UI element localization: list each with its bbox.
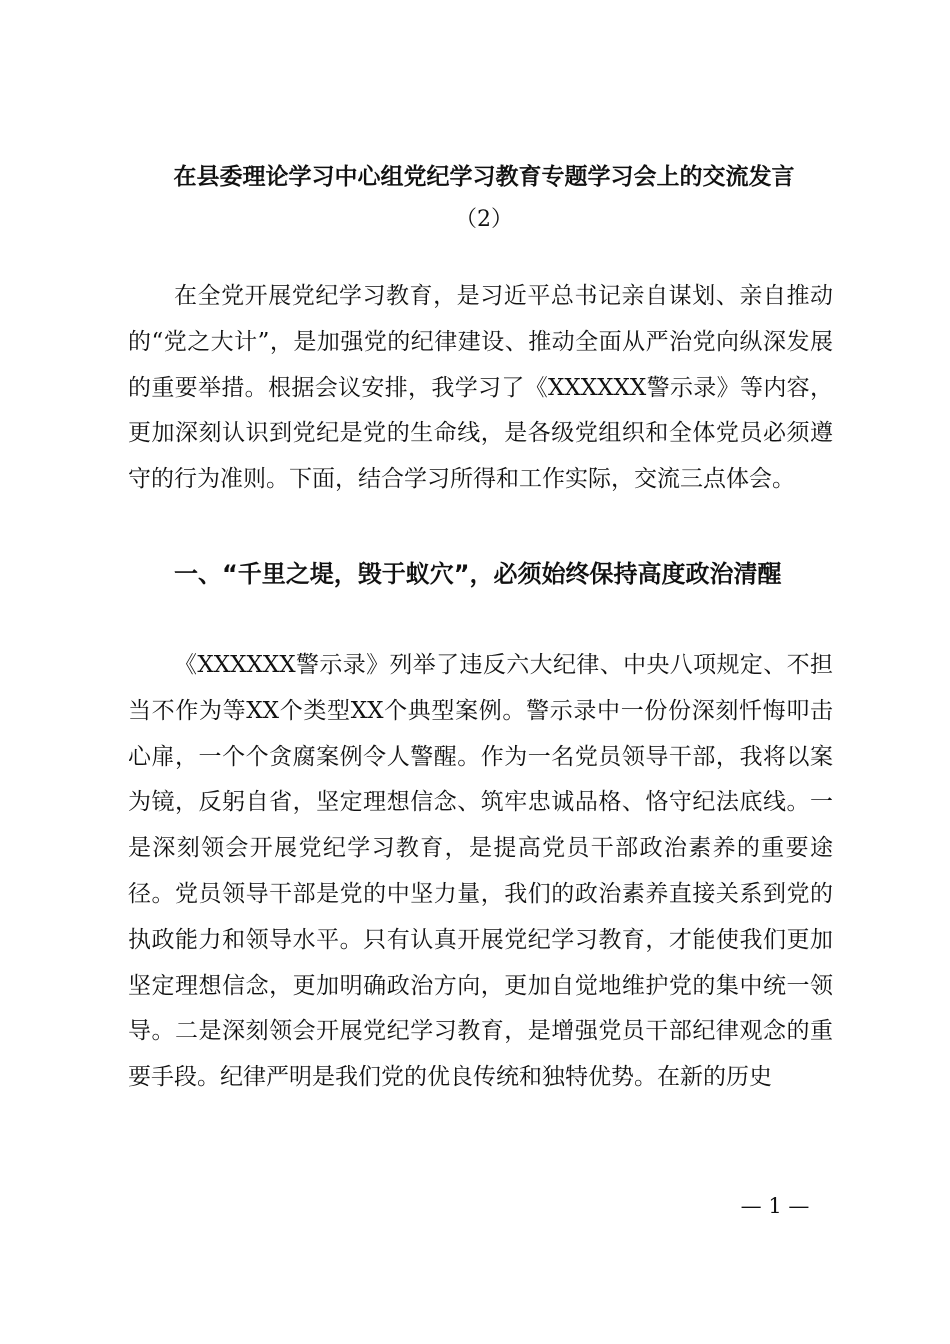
document-title: 在县委理论学习中心组党纪学习教育专题学习会上的交流发言 bbox=[173, 163, 795, 190]
section-heading-1: 一、“千里之堤，毁于蚁穴”，必须始终保持高度政治清醒 bbox=[174, 560, 782, 588]
paragraph-section-1: 《XXXXXX警示录》列举了违反六大纪律、中央八项规定、不担当不作为等XX个类型XX个典型案例。警示录中一份份深刻忏悔叩击心扉，一个个贪腐案例令人警醒。作为一名党员领导干部，我将以案为镜，反躬自省，坚定理想信念、筑牢忠诚品格、恪守纪法底线。一是深刻领会开展党纪学习教育，是提高党员干部政治素养的重要途径。党员领导干部是党的中坚力量，我们的政治素养直接关系到党的执政能力和领导水平。只有认真开展党纪学习教育，才能使我们更加坚定理想信念，更加明确政治方向，更加自觉地维护党的集中统一领导。二是深刻领会开展党纪学习教育，是增强党员干部纪律观念的重要手段。纪律严明是我们党的优良传统和独特优势。在新的历史 bbox=[128, 652, 833, 1091]
page-number: — 1 — bbox=[740, 1194, 810, 1218]
document-subtitle: （2） bbox=[455, 207, 513, 232]
paragraph-intro: 在全党开展党纪学习教育，是习近平总书记亲自谋划、亲自推动的“党之大计”，是加强党的纪律建设、推动全面从严治党向纵深发展的重要举措。根据会议安排，我学习了《XXXXXX警示录》等内容，更加深刻认识到党纪是党的生命线，是各级党组织和全体党员必须遵守的行为准则。下面，结合学习所得和工作实际，交流三点体会。 bbox=[128, 283, 833, 493]
